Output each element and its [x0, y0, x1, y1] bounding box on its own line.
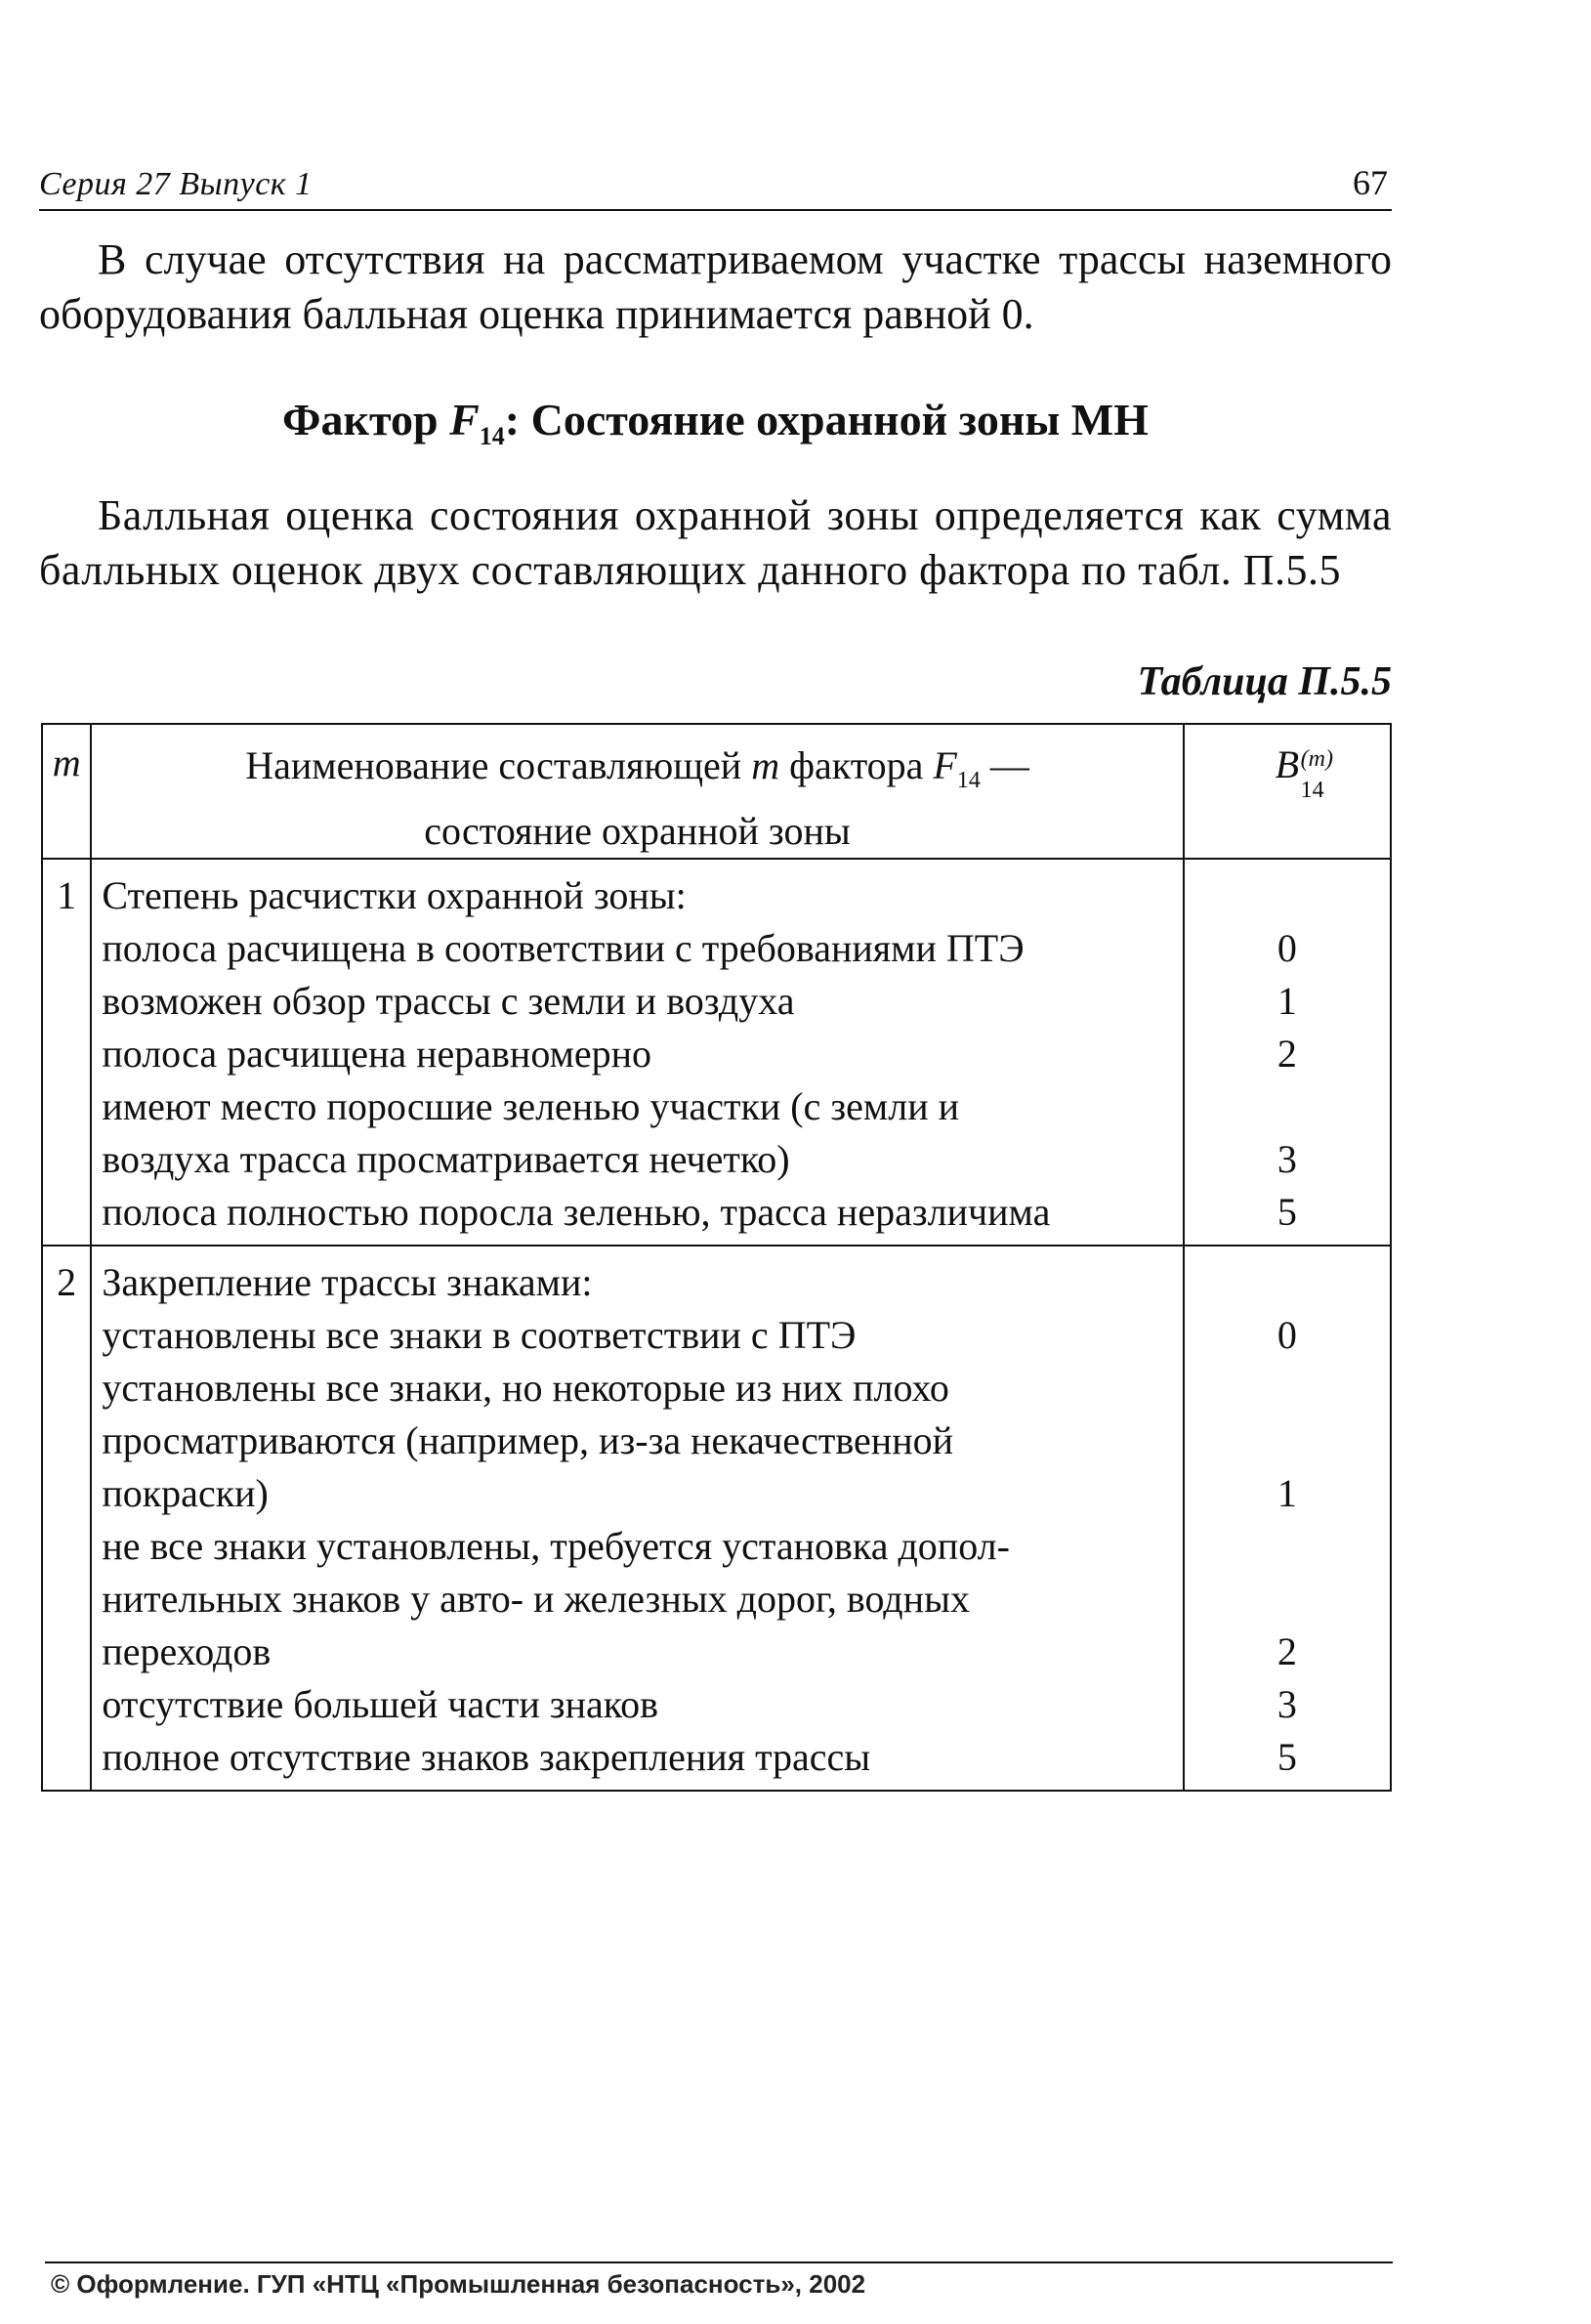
row-line-score: 0 — [1277, 1313, 1297, 1357]
row-line-text: возможен обзор трассы с земли и воздуха — [102, 979, 795, 1023]
table-header-row — [42, 724, 1391, 859]
row-line-text: Закрепление трассы знаками: — [102, 1260, 593, 1304]
row-number: 1 — [42, 859, 91, 1246]
row-line-score — [1185, 1573, 1390, 1626]
factor-subscript: 14 — [479, 422, 505, 451]
header-name-m: m — [751, 743, 780, 787]
factor-letter: F — [449, 395, 480, 444]
row-line-score — [1185, 1080, 1390, 1133]
row-line-text: Степень расчистки охранной зоны: — [102, 873, 687, 917]
row-line-score — [1185, 1520, 1390, 1573]
page-number: 67 — [1353, 163, 1388, 202]
row-line-score: 3 — [1277, 1137, 1297, 1181]
header-component-name — [91, 724, 1183, 859]
row-line-score — [1185, 1362, 1390, 1415]
row-line-text: нительных знаков у авто- и железных дорог, водных — [102, 1577, 970, 1621]
section-title-text: : Состояние охранной зоны МН — [504, 395, 1149, 444]
footer-copyright: © Оформление. ГУП «НТЦ «Промышленная безопасность», 2002 — [51, 2269, 866, 2299]
row-number: 2 — [42, 1246, 91, 1791]
row-line-text: покраски) — [102, 1471, 269, 1515]
score-symbol-sub: 14 — [1300, 778, 1324, 803]
row-line-text: установлены все знаки в соответствии с ПТЭ — [102, 1313, 857, 1357]
row-description — [91, 859, 1183, 1246]
row-line-text: не все знаки установлены, требуется установка допол- — [102, 1524, 1010, 1568]
row-line-score — [1185, 869, 1390, 922]
footer-rule — [45, 2261, 1393, 2263]
row-line-text: полное отсутствие знаков закрепления трассы — [102, 1735, 871, 1779]
table-body — [42, 859, 1391, 1791]
row-line-score: 5 — [1277, 1190, 1297, 1234]
paragraph-ground-equipment: В случае отсутствия на рассматриваемом участке трассы наземного оборудования балльная оценка принимается равной 0. — [39, 235, 1392, 338]
row-line-text: переходов — [102, 1629, 272, 1673]
row-line-score: 2 — [1277, 1032, 1297, 1076]
row-line-text: полоса полностью поросла зеленью, трасса неразличима — [102, 1190, 1051, 1234]
row-line-score: 0 — [1277, 926, 1297, 970]
row-line-score — [1185, 1415, 1390, 1467]
series-label: Серия 27 Выпуск 1 — [39, 166, 313, 202]
section-prefix: Фактор — [282, 395, 450, 444]
row-line-score: 5 — [1277, 1735, 1297, 1779]
factor-table — [41, 723, 1392, 1792]
header-name-part3: — — [980, 743, 1029, 787]
header-name-line2: состояние охранной зоны — [424, 809, 851, 853]
row-line-score: 1 — [1277, 1471, 1297, 1515]
table-row — [42, 859, 1391, 1246]
row-line-score: 3 — [1277, 1682, 1297, 1726]
row-line-text: полоса расчищена неравномерно — [102, 1032, 652, 1076]
row-scores — [1184, 1246, 1391, 1791]
header-name-f-sub: 14 — [956, 768, 981, 793]
table-caption: Таблица П.5.5 — [1137, 659, 1392, 704]
header-name-f: F — [933, 743, 957, 787]
score-symbol-sup: (m) — [1300, 746, 1333, 772]
row-line-score — [1185, 1256, 1390, 1309]
header-name-part1: Наименование составляющей — [245, 743, 752, 787]
header-score — [1184, 724, 1391, 859]
row-line-text: полоса расчищена в соответствии с требованиями ПТЭ — [102, 926, 1025, 970]
row-scores — [1184, 859, 1391, 1246]
paragraph-scoring: Балльная оценка состояния охранной зоны определяется как сумма балльных оценок двух составляющих данного фактора по табл. П.5.5 — [39, 491, 1392, 594]
running-head — [39, 154, 1392, 211]
header-name-part2: фактора — [779, 743, 934, 787]
row-description — [91, 1246, 1183, 1791]
row-line-text: установлены все знаки, но некоторые из них плохо — [102, 1366, 949, 1410]
row-line-score: 2 — [1277, 1629, 1297, 1673]
score-symbol — [1275, 742, 1333, 803]
score-symbol-letter: B — [1275, 742, 1300, 786]
row-line-text: отсутствие большей части знаков — [102, 1682, 659, 1726]
section-title — [39, 391, 1392, 466]
table-row — [42, 1246, 1391, 1791]
row-line-score: 1 — [1277, 979, 1297, 1023]
row-line-text: имеют место поросшие зеленью участки (с земли и — [102, 1084, 959, 1128]
row-line-text: просматриваются (например, из-за некачественной — [102, 1418, 954, 1462]
header-m: m — [42, 724, 91, 859]
row-line-text: воздуха трасса просматривается нечетко) — [102, 1137, 790, 1181]
